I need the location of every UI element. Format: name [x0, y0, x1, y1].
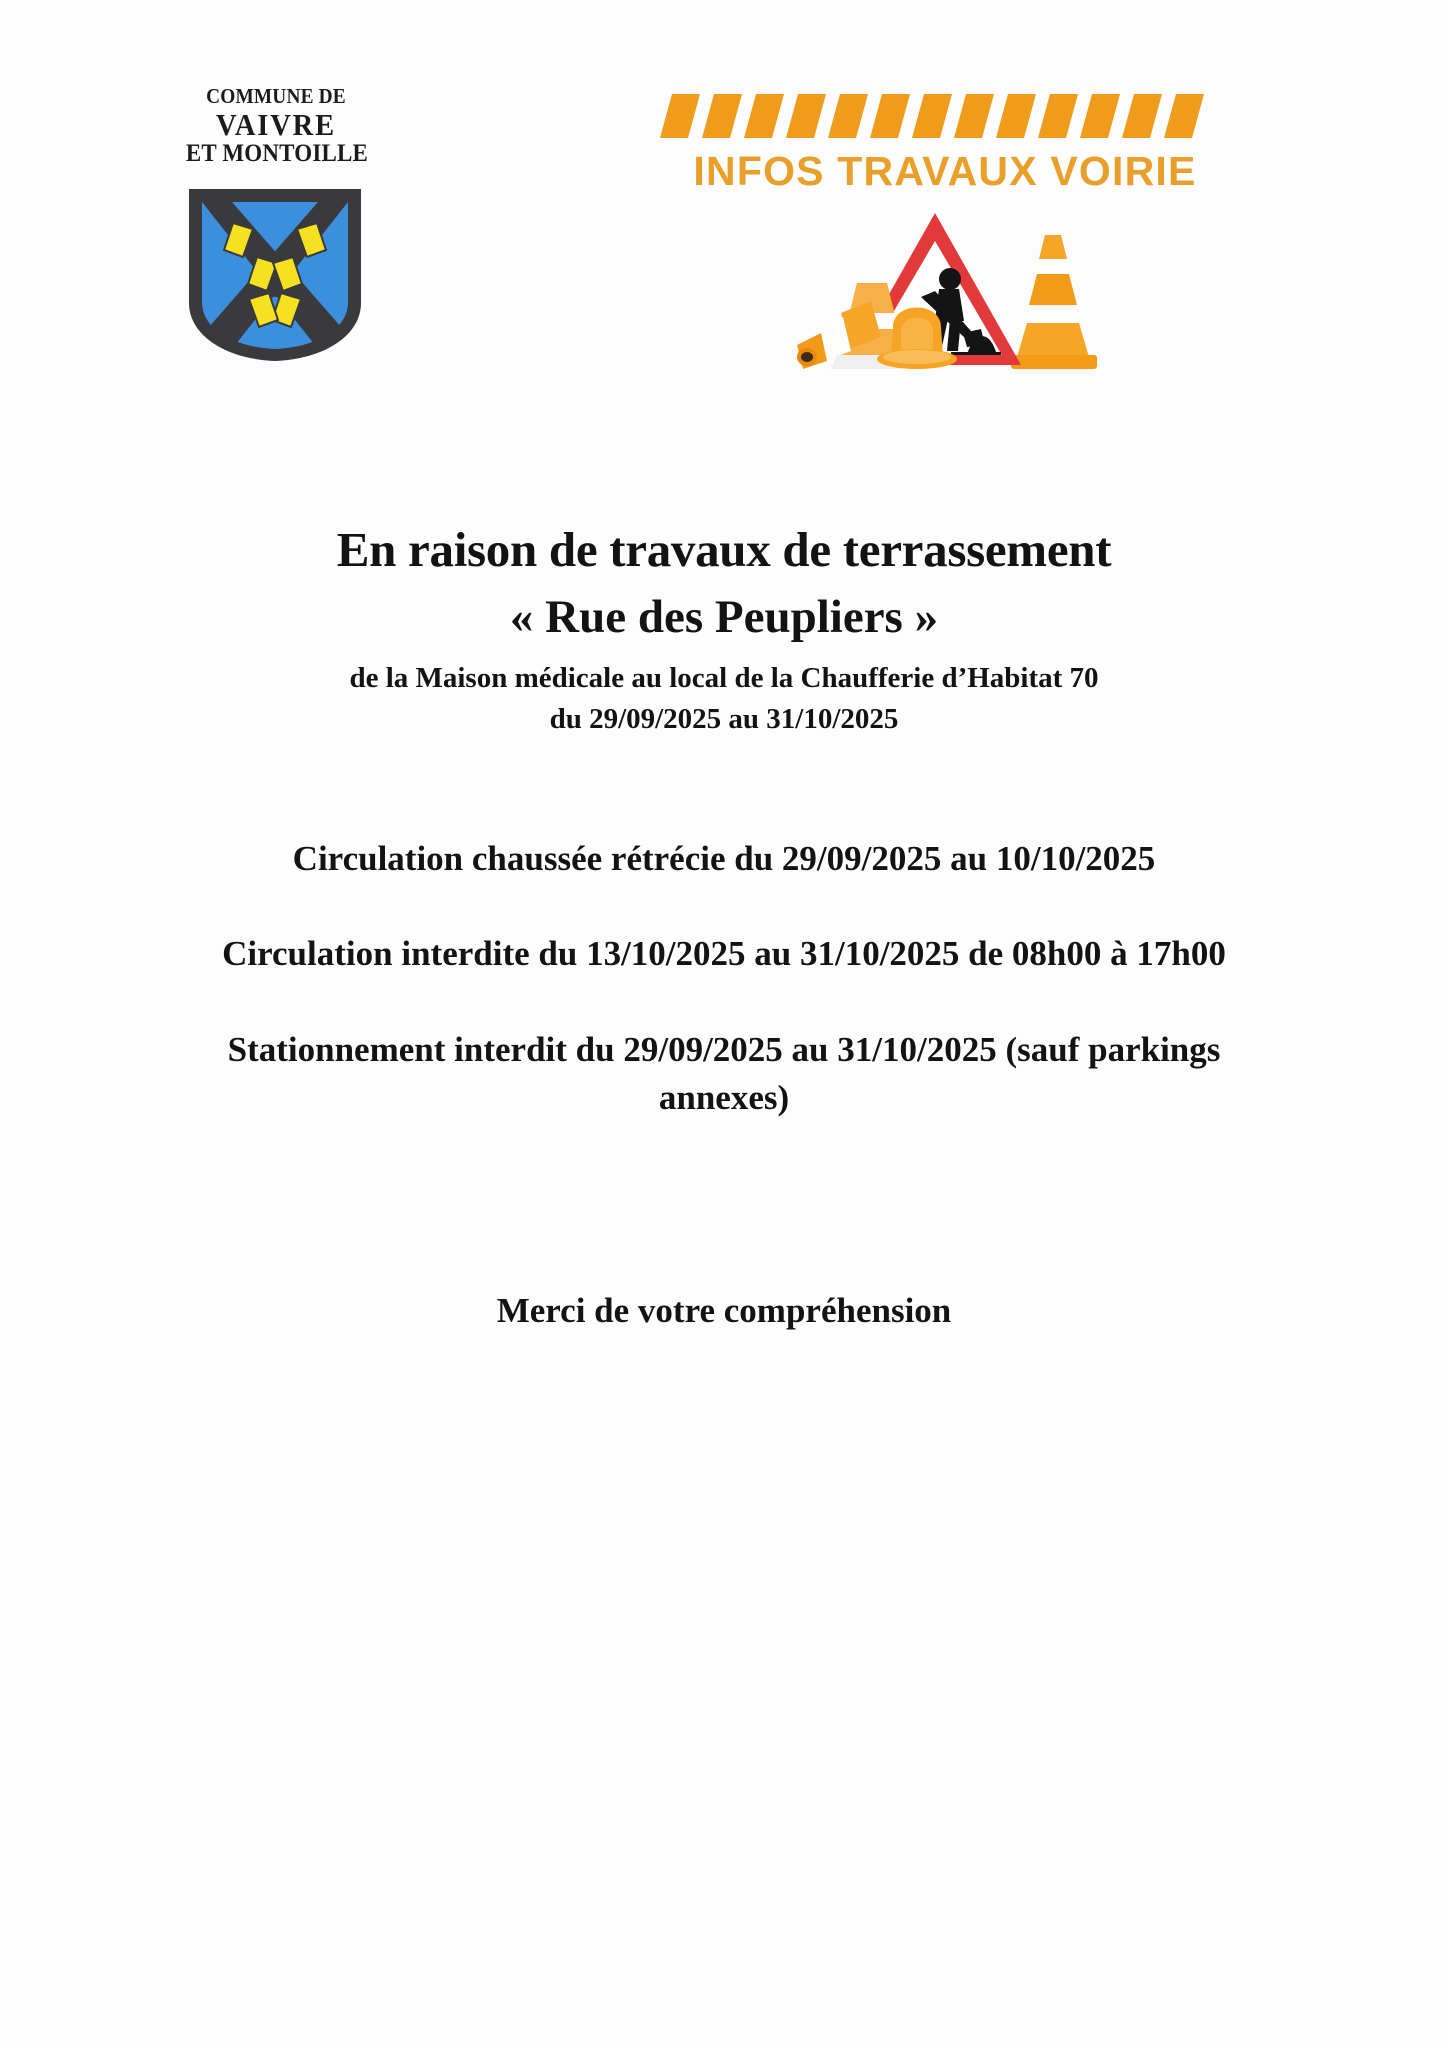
page-header — [0, 0, 1448, 440]
notice-item-2: Circulation interdite du 13/10/2025 au 31/10/2025 de 08h00 à 17h00 — [222, 934, 1226, 974]
notice-item-1: Circulation chaussée rétrécie du 29/09/2025 au 10/10/2025 — [292, 838, 1156, 878]
subtitle-line-2: du 29/09/2025 au 31/10/2025 — [549, 702, 899, 735]
spacer — [0, 882, 1448, 930]
commune-logo-line-2: VAIVRE — [216, 107, 336, 142]
closing-message: Merci de votre compréhension — [496, 1291, 952, 1331]
spacer — [0, 978, 1448, 1026]
commune-logo-line-1: COMMUNE DE — [206, 84, 346, 108]
notice-item-3: Stationnement interdit du 29/09/2025 au 31/10/2025 (sauf parkings annexes) — [227, 1029, 1221, 1117]
spacer — [0, 1121, 1448, 1291]
headline-line-1: En raison de travaux de terrassement — [336, 522, 1112, 577]
spacer — [0, 739, 1448, 835]
roadworks-illustration — [745, 205, 1105, 400]
banner-title: INFOS TRAVAUX VOIRIE — [693, 148, 1197, 194]
coat-of-arms-shield-icon — [185, 185, 365, 365]
commune-logo — [178, 86, 374, 166]
commune-logo-line-3: ET MONTOILLE — [185, 140, 369, 167]
subtitle-line-1: de la Maison médicale au local de la Chaufferie d’Habitat 70 — [349, 661, 1099, 694]
notice-content — [0, 520, 1448, 1331]
hazard-stripes-icon — [660, 92, 1220, 140]
headline-line-2: « Rue des Peupliers » — [509, 590, 939, 643]
